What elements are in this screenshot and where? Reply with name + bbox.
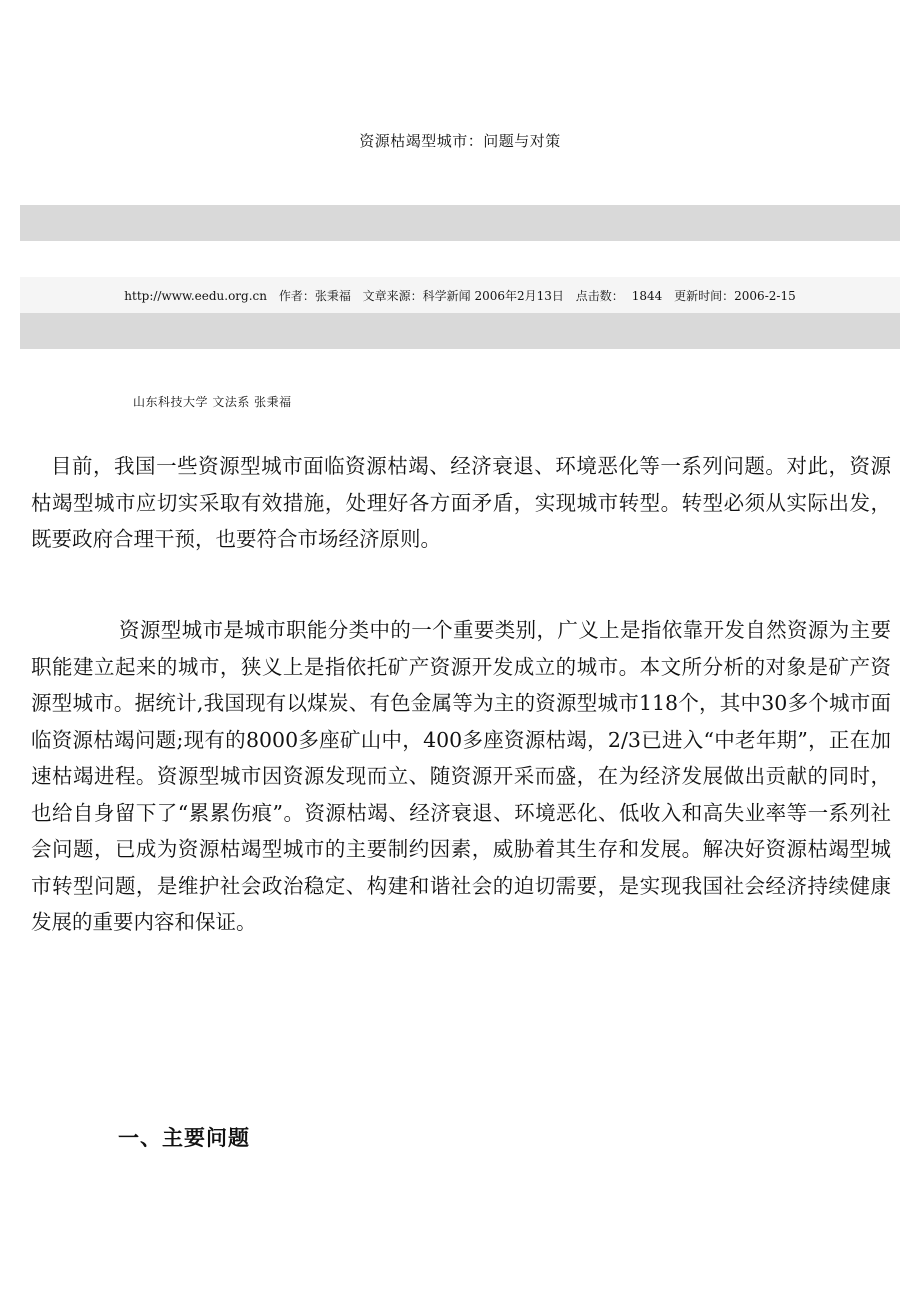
click-count-label: 点击数： bbox=[575, 289, 624, 303]
paragraph-intro: 目前，我国一些资源型城市面临资源枯竭、经济衰退、环境恶化等一系列问题。对此，资源枯竭型城市应切实采取有效措施，处理好各方面矛盾，实现城市转型。转型必须从实际出发，既要政府合理干预，也要符合市场经济原则。 bbox=[31, 454, 891, 551]
section-heading: 一、主要问题 bbox=[118, 1125, 250, 1150]
update-time: 更新时间：2006-2-15 bbox=[674, 289, 796, 303]
author: 作者：张秉福 bbox=[278, 289, 351, 303]
header-bar bbox=[20, 205, 900, 241]
click-count: 1844 bbox=[631, 289, 663, 303]
source-url[interactable]: http://www.eedu.org.cn bbox=[124, 289, 267, 303]
author-affiliation: 山东科技大学 文法系 张秉福 bbox=[133, 395, 292, 409]
article-meta bbox=[20, 277, 900, 313]
article-title: 资源枯竭型城市：问题与对策 bbox=[359, 132, 561, 150]
footer-bar bbox=[20, 313, 900, 349]
article-source: 文章来源：科学新闻 2006年2月13日 bbox=[362, 289, 564, 303]
paragraph-body: 资源型城市是城市职能分类中的一个重要类别，广义上是指依靠开发自然资源为主要职能建立起来的城市，狭义上是指依托矿产资源开发成立的城市。本文所分析的对象是矿产资源型城市。据统计,我国现有以煤炭、有色金属等为主的资源型城市118个，其中30多个城市面临资源枯竭问题;现有的8000多座矿山中，400多座资源枯竭，2/3已进入“中老年期”，正在加速枯竭进程。资源型城市因资源发现而立、随资源开采而盛，在为经济发展做出贡献的同时，也给自身留下了“累累伤痕”。资源枯竭、经济衰退、环境恶化、低收入和高失业率等一系列社会问题，已成为资源枯竭型城市的主要制约因素，威胁着其生存和发展。解决好资源枯竭型城市转型问题，是维护社会政治稳定、构建和谐社会的迫切需要，是实现我国社会经济持续健康发展的重要内容和保证。 bbox=[31, 618, 891, 934]
